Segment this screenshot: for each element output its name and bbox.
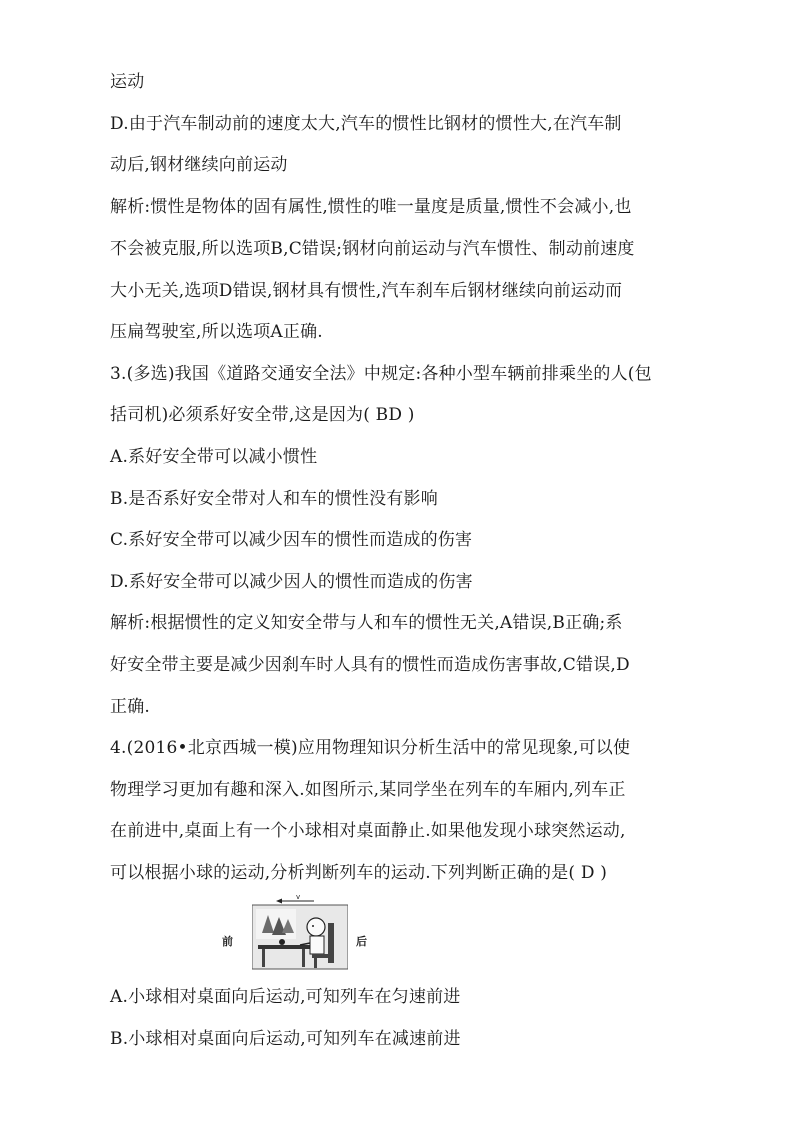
- question-4-stem: 可以根据小球的运动,分析判断列车的运动.下列判断正确的是( D ): [110, 863, 608, 883]
- option-a: A.小球相对桌面向后运动,可知列车在匀速前进: [110, 987, 461, 1007]
- text-line: D.由于汽车制动前的速度太大,汽车的惯性比钢材的惯性大,在汽车制: [110, 114, 622, 134]
- text-line: 动后,钢材继续向前运动: [110, 155, 288, 175]
- option-d: D.系好安全带可以减少因人的惯性而造成的伤害: [110, 572, 473, 592]
- train-illustration: [222, 893, 372, 971]
- analysis-text: 正确.: [110, 697, 151, 717]
- question-3-stem: 3.(多选)我国《道路交通安全法》中规定:各种小型车辆前排乘坐的人(包: [110, 364, 652, 384]
- text-line: 运动: [110, 72, 145, 92]
- text-line: 大小无关,选项D错误,钢材具有惯性,汽车刹车后钢材继续向前运动而: [110, 281, 623, 301]
- question-4-stem: 物理学习更加有趣和深入.如图所示,某同学坐在列车的车厢内,列车正: [110, 780, 626, 800]
- text-line: 压扁驾驶室,所以选项A正确.: [110, 322, 323, 342]
- option-b: B.小球相对桌面向后运动,可知列车在减速前进: [110, 1029, 461, 1049]
- option-b: B.是否系好安全带对人和车的惯性没有影响: [110, 489, 438, 509]
- option-c: C.系好安全带可以减少因车的惯性而造成的伤害: [110, 530, 473, 550]
- text-line: 解析:惯性是物体的固有属性,惯性的唯一量度是质量,惯性不会减小,也: [110, 197, 632, 217]
- option-a: A.系好安全带可以减小惯性: [110, 447, 318, 467]
- back-label: 后: [356, 935, 367, 948]
- question-4-stem: 4.(2016•北京西城一模)应用物理知识分析生活中的常见现象,可以使: [110, 738, 631, 758]
- question-4-stem: 在前进中,桌面上有一个小球相对桌面静止.如果他发现小球突然运动,: [110, 821, 626, 841]
- velocity-label: v: [296, 893, 301, 901]
- text-line: 不会被克服,所以选项B,C错误;钢材向前运动与汽车惯性、制动前速度: [110, 239, 635, 259]
- analysis-text: 解析:根据惯性的定义知安全带与人和车的惯性无关,A错误,B正确;系: [110, 613, 623, 633]
- question-3-stem: 括司机)必须系好安全带,这是因为( BD ): [110, 405, 415, 425]
- analysis-text: 好安全带主要是减少因刹车时人具有的惯性而造成伤害事故,C错误,D: [110, 655, 630, 675]
- front-label: 前: [222, 935, 233, 948]
- train-scene-icon: [252, 893, 348, 971]
